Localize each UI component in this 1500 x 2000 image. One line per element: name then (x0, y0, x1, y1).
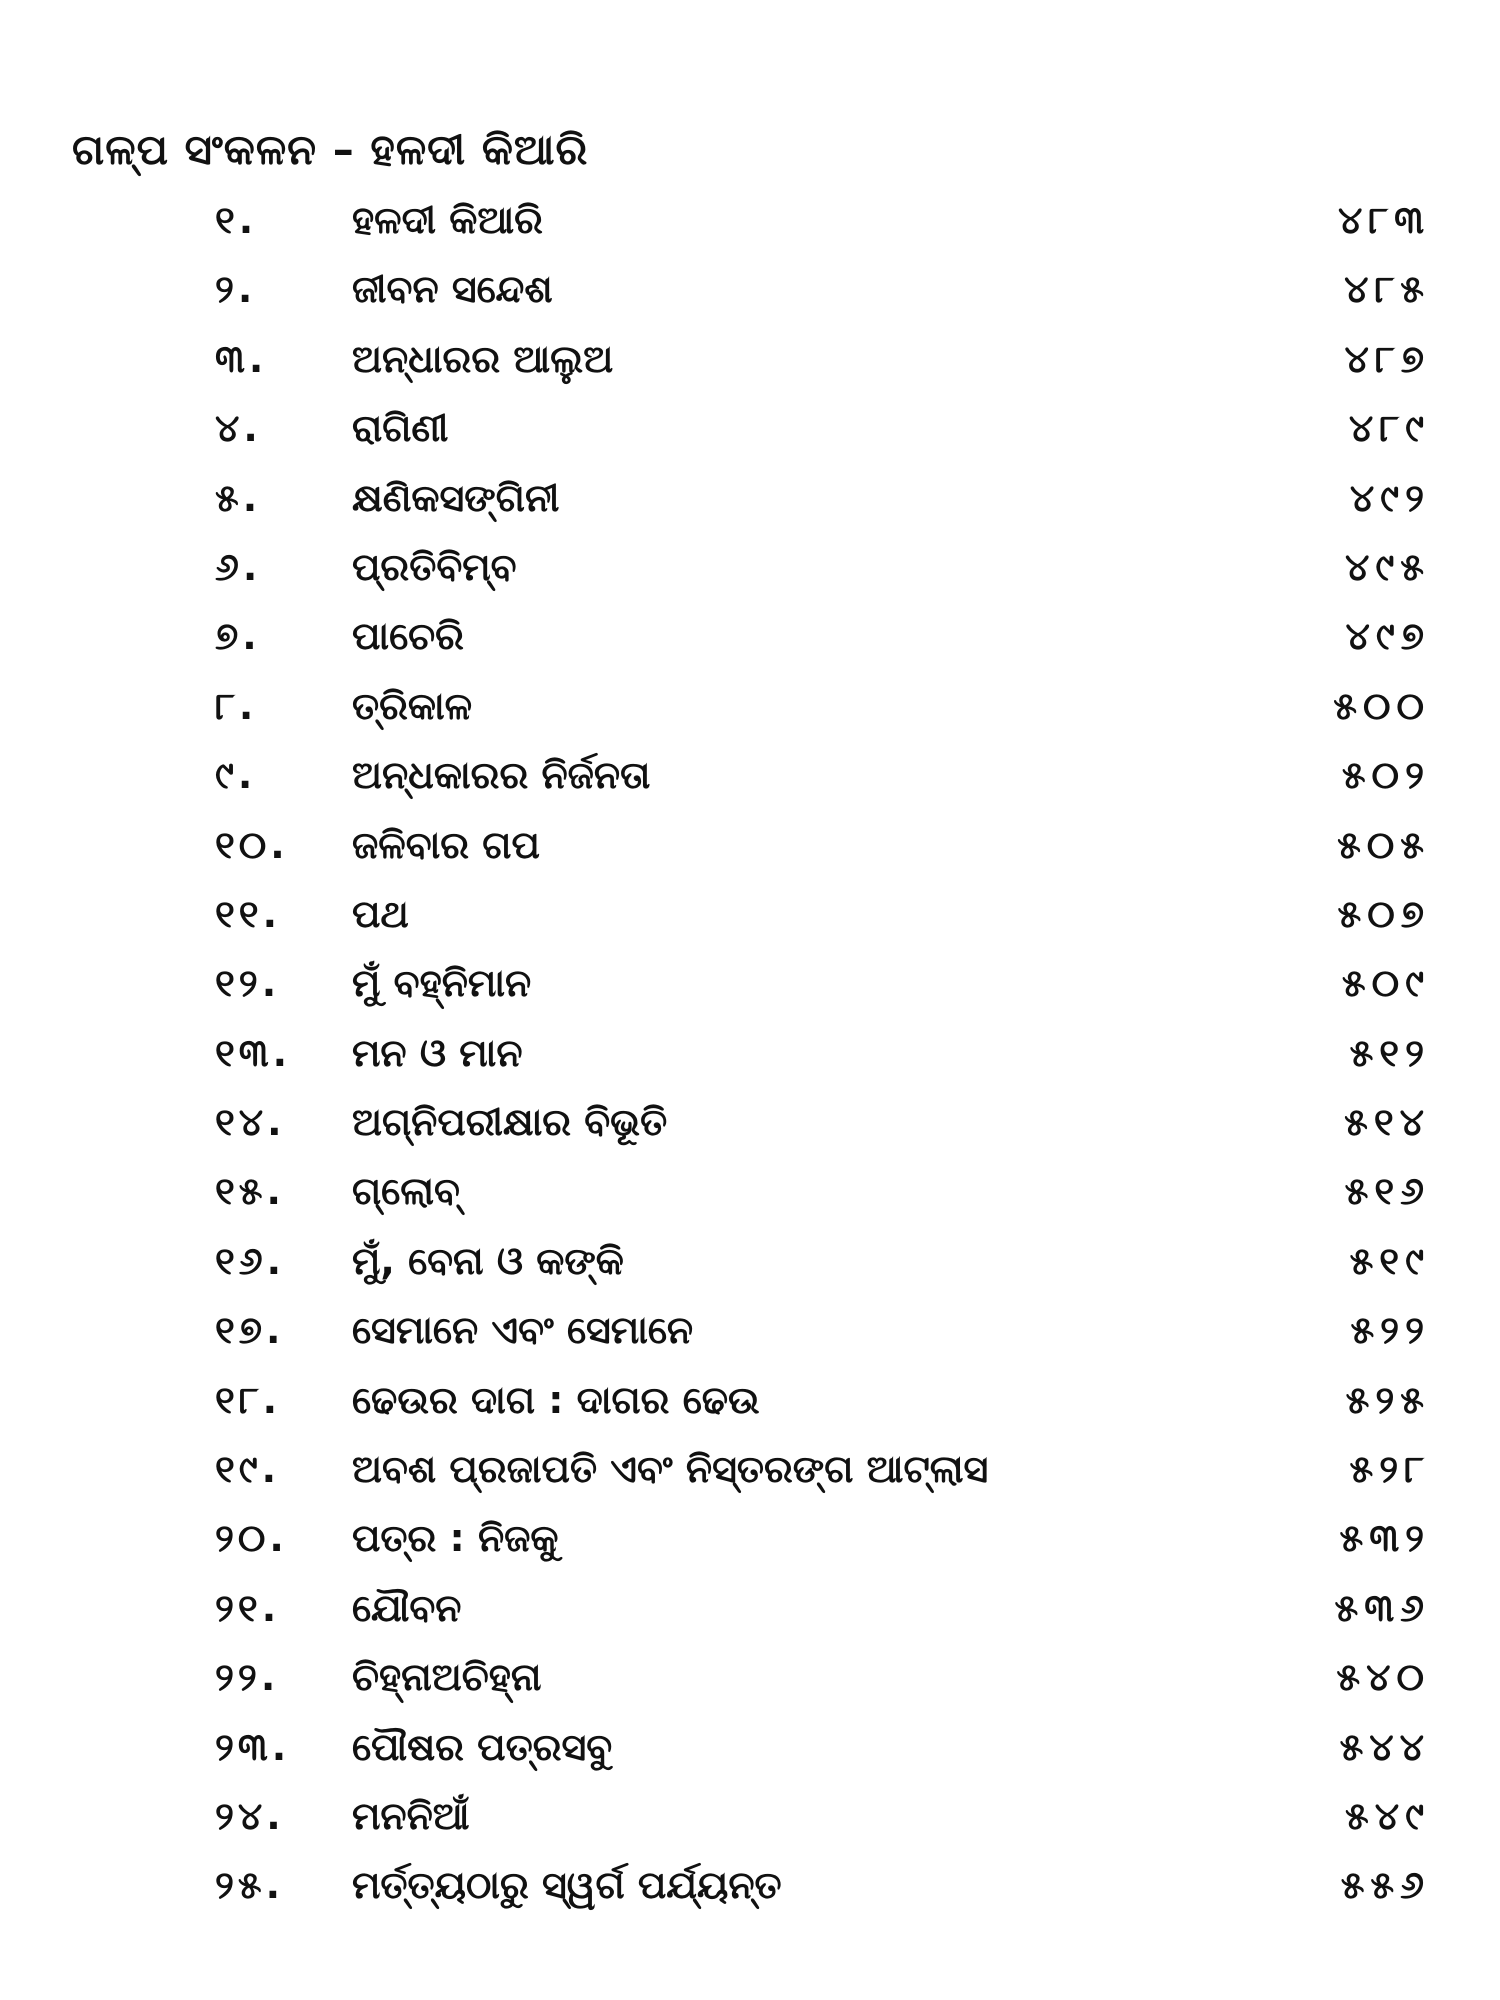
entry-page-number: ୪୮୫ (1344, 267, 1430, 312)
entry-title: ରାଗିଣୀ (352, 406, 449, 451)
entry-number: ୧୭. (215, 1308, 285, 1353)
toc-entry (0, 823, 1500, 892)
entry-title: ଢେଉର ଦାଗ : ଦାଗର ଢେଉ (352, 1377, 760, 1422)
entry-number: ୧. (215, 198, 258, 242)
entry-page-number: ୫୦୨ (1341, 753, 1430, 798)
entry-page-number: ୫୧୯ (1349, 1238, 1430, 1283)
entry-page-number: ୫୨୨ (1350, 1308, 1430, 1353)
entry-title: ଅଗ୍ନିପରୀକ୍ଷାର ବିଭୂତି (352, 1100, 668, 1145)
entry-title: ଜଳିବାର ଗପ (352, 822, 540, 867)
toc-entry (0, 476, 1500, 545)
section-title: ଗଳ୍ପ ସଂକଳନ – ହଳଦୀ କିଆରି (72, 125, 589, 174)
entry-number: ୧୯. (215, 1447, 281, 1492)
entry-number: ୧୮. (215, 1377, 282, 1422)
entry-title: ଯୌବନ (352, 1585, 462, 1630)
entry-title: ଜୀବନ ସନ୍ଦେଶ (352, 267, 553, 312)
entry-number: ୩. (215, 336, 268, 381)
toc-entry (0, 545, 1500, 614)
entry-number: ୯. (215, 753, 257, 798)
toc-entry (0, 406, 1500, 475)
entry-title: ଚିହ୍ନାଅଚିହ୍ନା (352, 1655, 542, 1700)
entry-number: ୨୧. (215, 1585, 281, 1630)
toc-entry (0, 1169, 1500, 1238)
entry-page-number: ୫୦୯ (1341, 961, 1430, 1006)
entry-number: ୧୪. (215, 1100, 286, 1145)
entry-number: ୧୨. (215, 961, 281, 1006)
entry-title: ପାଚେରି (352, 614, 464, 659)
entry-page-number: ୫୧୬ (1344, 1169, 1430, 1214)
entry-number: ୨୩. (215, 1724, 291, 1769)
entry-page-number: ୫୫୬ (1340, 1863, 1430, 1908)
entry-page-number: ୫୩୨ (1339, 1516, 1430, 1561)
entry-page-number: ୫୧୪ (1344, 1100, 1430, 1145)
entry-title: ଅବଶ ପ୍ରଜାପତି ଏବଂ ନିସ୍ତରଙ୍ଗ ଆଟ୍ଲାସ (352, 1447, 989, 1492)
entry-page-number: ୪୮୯ (1348, 406, 1430, 451)
entry-page-number: ୫୪୦ (1336, 1655, 1430, 1700)
entry-number: ୮. (215, 683, 258, 728)
toc-entry (0, 1031, 1500, 1100)
entry-number: ୧୫. (215, 1169, 285, 1214)
entry-title: ପୌଷର ପତ୍ରସବୁ (352, 1724, 613, 1769)
entry-title: ମୁଁ, ବେନା ଓ କଙ୍କି (352, 1238, 624, 1283)
entry-number: ୨୦. (215, 1516, 288, 1561)
entry-number: ୨୫. (215, 1863, 285, 1908)
entry-title: ଅନ୍ଧକାରର ନିର୍ଜନତା (352, 753, 651, 798)
toc-entry (0, 1655, 1500, 1724)
entry-page-number: ୪୮୩ (1337, 198, 1430, 242)
toc-entry (0, 337, 1500, 406)
toc-entry (0, 1308, 1500, 1377)
entry-title: ପ୍ରତିବିମ୍ବ (352, 544, 517, 589)
toc-entry (0, 267, 1500, 336)
entry-page-number: ୪୯୨ (1349, 475, 1430, 520)
entry-number: ୧୬. (215, 1238, 286, 1283)
entry-title: ମନନିଆଁ (352, 1793, 470, 1838)
entry-page-number: ୪୮୭ (1344, 336, 1430, 381)
entry-page-number: ୫୦୦ (1333, 683, 1430, 728)
toc-entry (0, 1516, 1500, 1585)
table-of-contents (0, 198, 1500, 1933)
toc-entry (0, 961, 1500, 1030)
entry-title: ମର୍ତ୍ତ୍ୟଠାରୁ ସ୍ୱର୍ଗ ପର୍ଯ୍ୟନ୍ତ (352, 1863, 782, 1908)
entry-title: ହଳଦୀ କିଆରି (352, 198, 543, 242)
entry-number: ୭. (215, 614, 261, 659)
entry-number: ୨୪. (215, 1793, 285, 1838)
toc-entry (0, 198, 1500, 267)
entry-number: ୧୧. (215, 891, 282, 936)
toc-entry (0, 1586, 1500, 1655)
toc-entry (0, 1447, 1500, 1516)
entry-title: ଗ୍ଲୋବ୍ (352, 1169, 460, 1214)
entry-title: କ୍ଷଣିକସଙ୍ଗିନୀ (352, 475, 560, 520)
entry-page-number: ୫୧୨ (1349, 1030, 1430, 1075)
entry-number: ୧୩. (215, 1030, 292, 1075)
entry-page-number: ୫୪୪ (1339, 1724, 1430, 1769)
toc-entry (0, 1378, 1500, 1447)
entry-page-number: ୫୦୫ (1337, 822, 1430, 867)
toc-entry (0, 614, 1500, 683)
entry-page-number: ୫୦୭ (1337, 891, 1430, 936)
entry-page-number: ୫୨୫ (1345, 1377, 1430, 1422)
toc-entry (0, 1239, 1500, 1308)
entry-title: ଅନ୍ଧାରର ଆଲୁଅ (352, 336, 614, 381)
entry-page-number: ୫୪୯ (1345, 1793, 1430, 1838)
toc-entry (0, 1863, 1500, 1932)
entry-title: ପଥ (352, 891, 409, 936)
toc-entry (0, 892, 1500, 961)
toc-entry (0, 753, 1500, 822)
toc-entry (0, 1100, 1500, 1169)
entry-number: ୧୦. (215, 822, 289, 867)
entry-number: ୬. (215, 544, 262, 589)
entry-page-number: ୪୯୫ (1345, 544, 1430, 589)
entry-title: ମୁଁ ବହ୍ନିମାନ (352, 961, 532, 1006)
entry-title: ତ୍ରିକାଳ (352, 683, 473, 728)
toc-entry (0, 684, 1500, 753)
toc-entry (0, 1725, 1500, 1794)
entry-number: ୫. (215, 475, 262, 520)
entry-title: ପତ୍ର : ନିଜକୁ (352, 1516, 559, 1561)
toc-entry (0, 1794, 1500, 1863)
entry-title: ମନ ଓ ମାନ (352, 1030, 523, 1075)
entry-page-number: ୫୩୬ (1334, 1585, 1430, 1630)
entry-number: ୪. (215, 406, 262, 451)
entry-number: ୨. (215, 267, 257, 312)
entry-page-number: ୪୯୭ (1345, 614, 1430, 659)
entry-number: ୨୨. (215, 1655, 280, 1700)
entry-title: ସେମାନେ ଏବଂ ସେମାନେ (352, 1308, 694, 1353)
entry-page-number: ୫୨୮ (1349, 1447, 1430, 1492)
